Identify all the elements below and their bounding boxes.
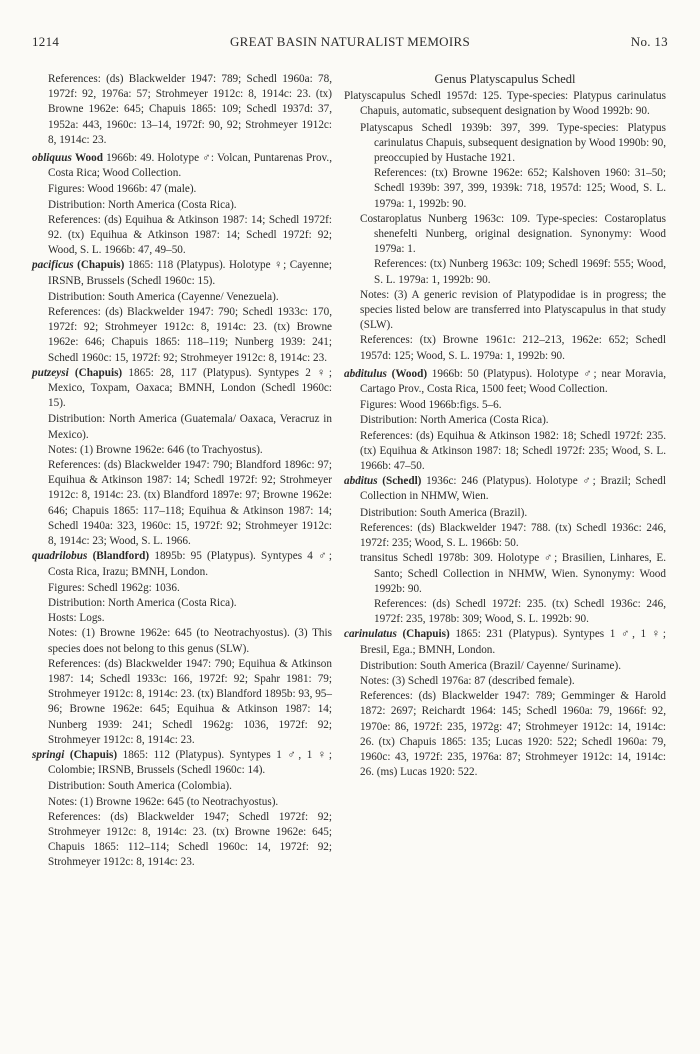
distribution-line: Distribution: South America (Cayenne/ Venezuela). xyxy=(48,290,279,303)
issue-number: No. 13 xyxy=(630,34,668,49)
species-head: 1865: 112 (Platypus). Syntypes 1 ♂, 1 ♀; Colombie; IRSNB, Brussels (Schedl 1960c: 14). xyxy=(48,748,332,777)
journal-title: GREAT BASIN NATURALIST MEMOIRS xyxy=(229,34,471,49)
left-column xyxy=(32,72,332,871)
species-entry-putzeysi xyxy=(32,366,332,412)
distribution-line: Distribution: South America (Colombia). xyxy=(48,780,232,793)
species-author: (Chapuis) xyxy=(402,628,450,641)
genus-synonym: Platyscapus Schedl 1939b: 397, 399. Type-species: Platypus carinulatus Chapuis, subsequent designation by Wood 1990b: 90, preoccupied by Hustache 1921. xyxy=(360,121,666,165)
notes-line: Notes: (3) Schedl 1976a: 87 (described female). xyxy=(360,674,575,687)
species-head: 1865: 231 (Platypus). Syntypes 1 ♂, 1 ♀; Bresil, Ega.; BMNH, London. xyxy=(360,628,666,656)
references-paragraph: References: (ds) Blackwelder 1947: 790; Schedl 1933c: 170, 1972f: 92; Strohmeyer 1912c: 8, 1914c: 23. (tx) Browne 1962e: 646; Chapuis 1865: 118–119; Nunberg 1939: 241; Schedl 1960c: 15, 1972f: 92; Strohmeyer 1912c: 8, 1914c: 23. xyxy=(48,306,332,364)
species-entry-obliquus xyxy=(32,151,332,181)
species-name: obliquus xyxy=(32,152,72,165)
references-paragraph: References: (ds) Equihua & Atkinson 1982: 18; Schedl 1972f: 235. (tx) Equihua & Atkinson 1987: 18; Schedl 1972f: 235; Wood, S. L. 1966b: 47–50. xyxy=(360,429,666,473)
distribution-line: Distribution: North America (Guatemala/ Oaxaca, Veracruz in Mexico). xyxy=(48,413,332,441)
species-author: (Blandford) xyxy=(92,550,150,563)
references-paragraph: References: (ds) Blackwelder 1947: 789; Schedl 1960a: 78, 1972f: 92, 1976a: 57; Strohmeyer 1912c: 8, 1914c: 23. (tx) Browne 1962e: 645; Chapuis 1865: 109; Schedl 1937d: 37, 1952a: 443, 1960c: 13–14, 1972f: 90, 92; Strohmeyer 1912c: 8, 1914c: 23. xyxy=(48,73,332,146)
synonym-transitus: transitus Schedl 1978b: 309. Holotype ♂; Brasilien, Linhares, E. Santo; Schedl Collection in NHMW, Wien. Synonymy: Wood 1992b: 90. xyxy=(360,552,666,595)
notes-line: Notes: (1) Browne 1962e: 645 (to Neotrachyostus). xyxy=(48,795,279,808)
species-head: 1895b: 95 (Platypus). Syntypes 4 ♂; Costa Rica, Irazu; BMNH, London. xyxy=(48,550,333,578)
species-head: 1936c: 246 (Platypus). Holotype ♂; Brazil; Schedl Collection in NHMW, Wien. xyxy=(360,475,667,503)
species-head: 1966b: 49. Holotype ♂: Volcan, Puntarenas Prov., Costa Rica; Wood Collection. xyxy=(48,152,332,180)
species-author: (Chapuis) xyxy=(77,259,125,272)
figures-line: Figures: Wood 1966b:figs. 5–6. xyxy=(360,399,502,412)
notes-line: Notes: (3) A generic revision of Platypodidae is in progress; the species listed below are transferred into Platyscapulus in that study (SLW). xyxy=(360,288,666,332)
references-paragraph: References: (ds) Blackwelder 1947: 790; Blandford 1896c: 97; Equihua & Atkinson 1987: 14; Schedl 1972f: 92; Strohmeyer 1912c: 8, 1914c: 23. (tx) Blandford 1897e: 97; Browne 1962e: 646; Chapuis 1865: 117–118; Equihua & Atkinson 1987: 14; Schedl 1940a: 323, 1960c: 15, 1972f: 92; Strohmeyer 1912c: 8, 1914c: 23; Wood, S. L. 1966. xyxy=(48,459,332,548)
references-paragraph: References: (tx) Nunberg 1963c: 109; Schedl 1969f: 555; Wood, S. L. 1979a: 1, 1992b: 90. xyxy=(374,258,666,286)
species-author: (Wood) xyxy=(391,367,428,380)
species-name: quadrilobus xyxy=(32,550,88,563)
species-name: abditulus xyxy=(344,367,387,380)
running-header xyxy=(32,34,668,54)
figures-line: Figures: Schedl 1962g: 1036. xyxy=(48,581,180,594)
genus-synonym: Costaroplatus Nunberg 1963c: 109. Type-species: Costaroplatus shenefelti Nunberg, original designation. Synonymy: Wood 1979a: 1. xyxy=(360,212,666,256)
references-paragraph: References: (ds) Blackwelder 1947; Schedl 1972f: 92; Strohmeyer 1912c: 8, 1914c: 23. (tx) Browne 1962e: 645; Chapuis 1865: 112–114; Schedl 1960c: 14, 1972f: 92; Strohmeyer 1912c: 8, 1914c: 23. xyxy=(48,810,332,869)
references-paragraph: References: (ds) Blackwelder 1947: 788. (tx) Schedl 1936c: 246, 1972f: 235; Wood, S. L. 1966b: 50. xyxy=(360,521,666,550)
page-number: 1214 xyxy=(32,34,60,49)
species-name: abditus xyxy=(344,475,378,488)
references-paragraph: References: (tx) Browne 1961c: 212–213, 1962e: 652; Schedl 1957d: 125; Wood, S. L. 1979a: 1, 1992b: 90. xyxy=(360,334,666,362)
species-entry-abditus xyxy=(344,474,666,504)
species-head: 1966b: 50 (Platypus). Holotype ♂; near Moravia, Cartago Prov., Costa Rica, 1500 feet; Wood Collection. xyxy=(360,367,666,396)
species-author: (Schedl) xyxy=(382,475,422,488)
distribution-line: Distribution: North America (Costa Rica). xyxy=(48,198,237,211)
references-paragraph: References: (ds) Blackwelder 1947: 789; Gemminger & Harold 1872: 2697; Reichardt 1964: 145; Schedl 1960a: 79, 1966f: 92, 1970e: 86, 1972f: 235, 1972g: 47; Strohmeyer 1912c: 14, 1914c: 26. (tx) Chapuis 1865: 135; Lucas 1920: 522; Schedl 1960a: 79, 1960c: 43, 1972f: 235, 1976a: 87; Strohmeyer 1912c: 14, 1914c: 26. (ms) Lucas 1920: 522. xyxy=(360,690,666,779)
hosts-line: Hosts: Logs. xyxy=(48,612,105,625)
figures-line: Figures: Wood 1966b: 47 (male). xyxy=(48,183,197,196)
distribution-line: Distribution: South America (Brazil). xyxy=(360,506,528,519)
species-name: pacificus xyxy=(32,259,74,272)
species-entry-abditulus xyxy=(344,367,666,397)
notes-line: Notes: (1) Browne 1962e: 646 (to Trachyostus). xyxy=(48,443,263,456)
species-name: carinulatus xyxy=(344,628,397,641)
right-column xyxy=(344,72,666,780)
references-paragraph: References: (ds) Blackwelder 1947: 790; Equihua & Atkinson 1987: 14; Schedl 1933c: 166, 1972f: 92; Spahr 1981: 79; Strohmeyer 1912c: 8, 1914c: 23. (tx) Blandford 1895b: 93, 95–96; Browne 1962e: 645; Equihua & Atkinson 1987: 14; Nunberg 1939: 241; Schedl 1962g: 1036, 1972f: 92; Strohmeyer 1912c: 8, 1914c: 23. xyxy=(48,657,332,746)
species-entry-quadrilobus xyxy=(32,549,332,579)
genus-heading: Genus Platyscapulus Schedl xyxy=(434,72,576,86)
distribution-line: Distribution: North America (Costa Rica). xyxy=(48,596,237,609)
species-name: springi xyxy=(32,748,65,761)
distribution-line: Distribution: South America (Brazil/ Cayenne/ Suriname). xyxy=(360,659,621,672)
species-author: (Chapuis) xyxy=(69,748,118,761)
species-head: 1865: 28, 117 (Platypus). Syntypes 2 ♀; Mexico, Toxpam, Oaxaca; BMNH, London (Schedl 1960c: 15). xyxy=(48,366,332,410)
species-author: (Chapuis) xyxy=(74,366,123,379)
species-head: 1865: 118 (Platypus). Holotype ♀; Cayenne; IRSNB, Brussels (Schedl 1960c: 15). xyxy=(48,259,332,287)
notes-line: Notes: (1) Browne 1962e: 645 (to Neotrachyostus). (3) This species does not belong to this genus (SLW). xyxy=(48,627,332,655)
species-entry-carinulatus xyxy=(344,627,666,657)
references-paragraph: References: (tx) Browne 1962e: 652; Kalshoven 1960: 31–50; Schedl 1939b: 397, 399, 1939k: 718, 1957d: 125; Wood, S. L. 1979a: 1, 1992b: 90. xyxy=(374,167,666,210)
species-name: putzeysi xyxy=(32,366,69,379)
species-entry-springi xyxy=(32,748,332,778)
genus-synonym: Platyscapulus Schedl 1957d: 125. Type-species: Platypus carinulatus Chapuis, automatic, subsequent designation by Wood 1992b: 90. xyxy=(344,90,666,118)
references-paragraph: References: (ds) Schedl 1972f: 235. (tx) Schedl 1936c: 246, 1972f: 235, 1978b: 309; Wood, S. L. 1992b: 90. xyxy=(374,597,666,626)
distribution-line: Distribution: North America (Costa Rica). xyxy=(360,414,549,427)
references-paragraph: References: (ds) Equihua & Atkinson 1987: 14; Schedl 1972f: 92. (tx) Equihua & Atkinson 1987: 14; Schedl 1972f: 92; Wood, S. L. 1966b: 47, 49–50. xyxy=(48,213,332,257)
species-author: Wood xyxy=(74,152,103,165)
species-entry-pacificus xyxy=(32,258,332,288)
